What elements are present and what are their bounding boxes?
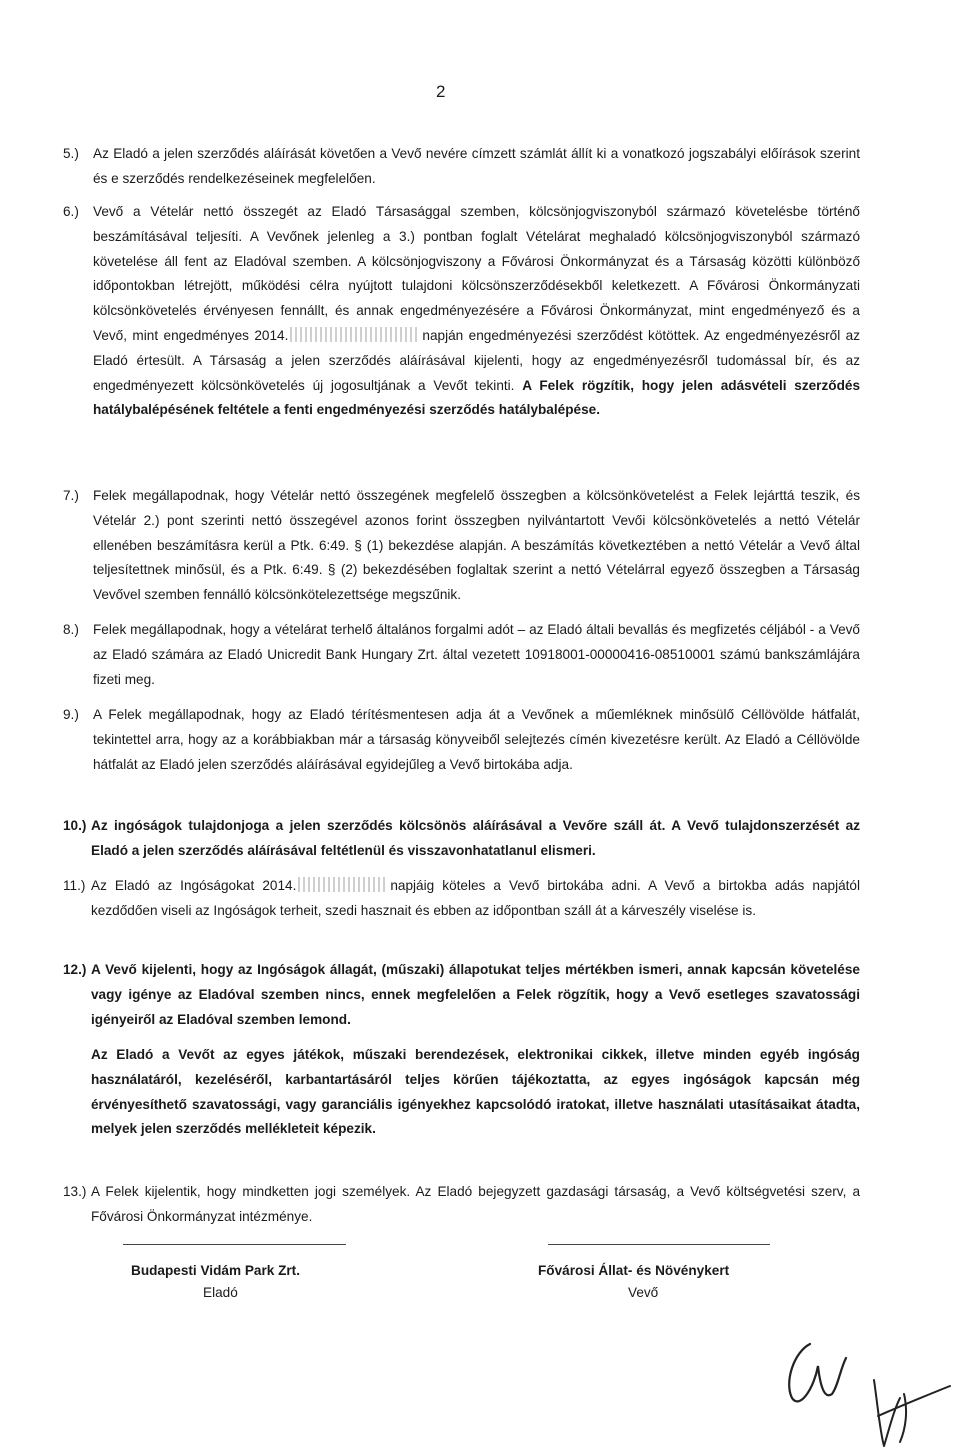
section-5 <box>63 142 860 192</box>
date-day-word: napjáig <box>390 878 435 893</box>
section-text: A Felek megállapodnak, hogy az Eladó térítésmentesen adja át a Vevőnek a műemléknek minősülő Céllövölde hátfalát, tekintettel arra, hogy az a korábbiakban már a társaság könyveiből selejtezés címén kivezetésre került. Az Eladó a Céllövölde hátfalát az Eladó jelen szerződés aláírásával egyidejűleg a Vevő birtokába adja. <box>93 707 860 772</box>
section-10 <box>63 814 860 864</box>
section-number: 12.) <box>63 962 87 977</box>
section-text: A Vevő kijelenti, hogy az Ingóságok állagát, (műszaki) állapotukat teljes mértékben ismeri, annak kapcsán követelése vagy igénye az Eladóval szemben nincs, ennek megfelelően a Felek rögzítik, hogy a Vevő esetleges szavatossági igényeiről az Eladóval szemben lemond. <box>91 962 860 1027</box>
handwritten-signature-mark <box>866 1368 952 1450</box>
buyer-name: Fővárosi Állat- és Növénykert <box>538 1263 730 1278</box>
section-7 <box>63 484 860 608</box>
date-day-word: napján <box>422 327 464 343</box>
section-text: Az Eladó a jelen szerződés aláírását követően a Vevő nevére címzett számlát állít ki a vonatkozó jogszabályi előírások szerint és e szerződés rendelkezéseinek megfelelően. <box>93 146 860 186</box>
section-text: A Felek kijelentik, hogy mindketten jogi személyek. Az Eladó bejegyzett gazdasági társaság, a Vevő költségvetési szerv, a Fővárosi Önkormányzat intézménye. <box>91 1184 860 1224</box>
section-9 <box>63 703 860 777</box>
section-12-paragraph-2: Az Eladó a Vevőt az egyes játékok, műszaki berendezések, elektronikai cikkek, illetve minden egyéb ingóság használatáról, kezeléséről, karbantartásáról teljes körűen tájékoztatta, az egyes ingóságok kapcsán még érvényesíthető szavatossági, vagy garanciális igényekhez kapcsolódó iratokat, illetve használati utasításaikat átadta, melyek jelen szerződés mellékleteit képezik. <box>91 1047 860 1137</box>
section-13 <box>63 1180 860 1230</box>
seller-name: Budapesti Vidám Park Zrt. <box>131 1263 300 1278</box>
section-text: Az ingóságok tulajdonjoga a jelen szerződés kölcsönös aláírásával a Vevőre száll át. A Vevő tulajdonszerzését az Eladó a jelen szerződés aláírásával feltétlenül és visszavonhatatlanul elismeri. <box>91 818 860 858</box>
section-number: 6.) <box>63 204 79 219</box>
section-text <box>93 200 860 423</box>
date-blank-field <box>290 327 420 342</box>
section-number: 11.) <box>63 878 86 893</box>
section-number: 5.) <box>63 146 79 161</box>
section-number: 8.) <box>63 622 79 637</box>
section-text: Felek megállapodnak, hogy a vételárat terhelő általános forgalmi adót – az Eladó általi bevallás és megfizetés céljából - a Vevő az Eladó számára az Eladó Unicredit Bank Hungary Zrt. által vezetett 10918001-00000416-08510001 számú bankszámlájára fizeti meg. <box>93 622 860 687</box>
section-bold-text: A Felek rögzítik, hogy jelen adásvételi szerződés hatálybalépésének feltétele a fenti engedményezési szerződés hatálybalépése. <box>93 377 860 418</box>
handwritten-initial-mark <box>780 1330 850 1410</box>
section-number: 10.) <box>63 818 87 833</box>
section-text-part: Vevő a Vételár nettó összegét az Eladó Társasággal szemben, kölcsönjogviszonyból származó követelésbe történő beszámításával teljesíti. A Vevőnek jelenleg a 3.) pontban foglalt Vételárat meghaladó kölcsönjogviszonyból származó követelése áll fent az Eladóval szemben. A kölcsönjogviszony a Fővárosi Önkormányzat és a Társaság közötti különböző időpontokban létrejött, működési célra nyújtott tulajdoni kölcsönszerződésekből keletkezett. A Fővárosi Önkormányzati kölcsönkövetelés érvényesen fennállt, és annak engedményezésére a Fővárosi Önkormányzat, mint engedményező és a Vevő, mint engedményes <box>93 204 860 343</box>
page-number: 2 <box>436 82 446 101</box>
section-6 <box>63 200 860 423</box>
buyer-role: Vevő <box>628 1285 659 1300</box>
section-number: 7.) <box>63 488 79 503</box>
signature-line-seller <box>123 1244 346 1245</box>
section-11 <box>63 874 860 924</box>
section-text <box>91 874 860 924</box>
section-text: Felek megállapodnak, hogy Vételár nettó összegének megfelelő összegben a kölcsönkövetelést a Felek lejárttá teszik, és Vételár 2.) pont szerinti nettó összegével azonos forint összegben nyilvántartott Vevői kölcsönkövetelés a nettó Vételár ellenében beszámításra kerül a Ptk. 6:49. § (1) bekezdése alapján. A beszámítás következtében a nettó Vételár a Vevő által teljesítettnek minősül, és a Ptk. 6:49. § (2) bekezdésében foglaltak szerint a nettó Vételárral egyező összegben a Társaság Vevővel szemben fennálló kölcsönkötelezettsége megszűnik. <box>93 488 860 603</box>
section-number: 13.) <box>63 1184 87 1199</box>
signature-line-buyer <box>548 1244 770 1245</box>
section-12 <box>63 958 860 1032</box>
date-year: 2014. <box>262 878 297 893</box>
section-text-part: engedményezési szerződést kötöttek. Az engedményezésről az Eladó értesült. A Társaság a jelen szerződés aláírásával kijelenti, hogy az engedményezésről tudomással bír, és az engedményezett kölcsönkövetelés új jogosultjának a Vevőt tekinti. <box>93 327 861 393</box>
section-number: 9.) <box>63 707 79 722</box>
date-year: 2014. <box>254 327 289 343</box>
seller-role: Eladó <box>203 1285 238 1300</box>
section-text-part: Az Eladó az Ingóságokat <box>91 878 255 893</box>
section-8 <box>63 618 860 692</box>
date-blank-field <box>298 877 388 892</box>
section-text-part: köteles a Vevő birtokába adni. A Vevő a birtokba adás napjától kezdődően viseli az Ingóságok terheit, szedi hasznait és ebben az időpontban száll át a kárveszély viselése is. <box>91 878 861 918</box>
